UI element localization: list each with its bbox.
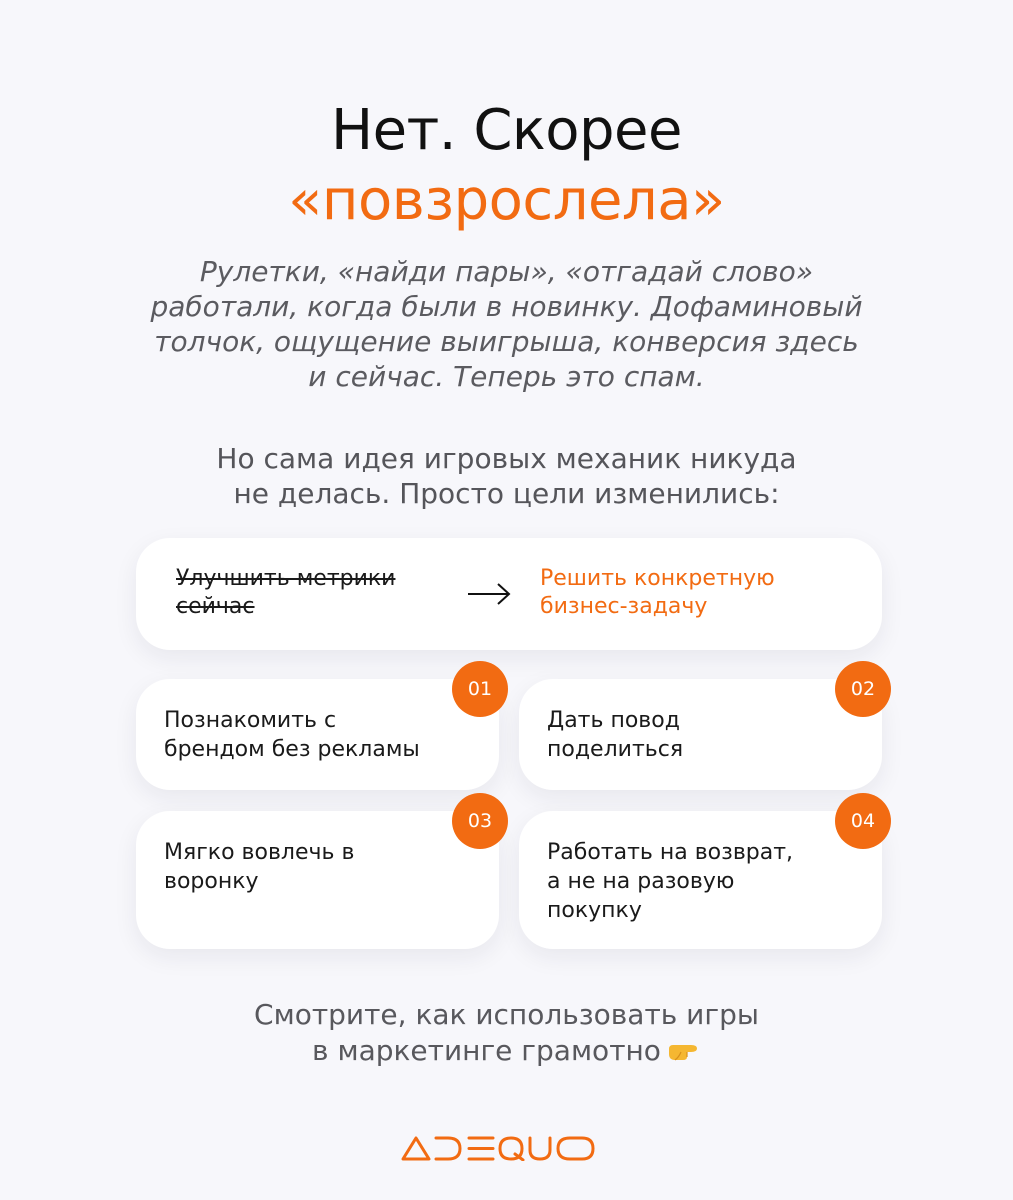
goal-line: Мягко вовлечь в (164, 840, 355, 865)
goal-card-01 (136, 679, 499, 790)
number-badge: 03 (452, 793, 508, 849)
old-goal-line: сейчас (176, 594, 255, 619)
goal-line: воронку (164, 869, 259, 894)
goal-line: а не на разовую (547, 869, 735, 894)
adequo-logo (400, 1135, 596, 1161)
cta-line: в маркетинге грамотно (312, 1034, 661, 1067)
page-title: Нет. Скорее (331, 98, 682, 163)
goal-card-02 (519, 679, 882, 790)
arrow-right-icon (466, 582, 512, 606)
lead-paragraph (130, 254, 883, 394)
subheading-line: не делась. Просто цели изменились: (233, 477, 780, 510)
cta-line: Смотрите, как использовать игры (254, 998, 759, 1031)
subheading-line: Но сама идея игровых механик никуда (216, 442, 797, 475)
number-badge: 04 (835, 793, 891, 849)
goal-line: Познакомить с (164, 708, 337, 733)
lead-line: Рулетки, «найди пары», «отгадай слово» (199, 255, 814, 288)
comparison-card (136, 538, 882, 650)
goal-card-03 (136, 811, 499, 949)
number-badge: 01 (452, 661, 508, 717)
page-title-accent: «повзрослела» (288, 168, 725, 233)
pointing-hand-icon (667, 1040, 701, 1062)
goal-line: Дать повод (547, 708, 680, 733)
number-badge: 02 (835, 661, 891, 717)
cta-line-with-icon (130, 1033, 883, 1069)
lead-line: и сейчас. Теперь это спам. (308, 360, 705, 393)
goal-text (164, 706, 484, 764)
new-goal (540, 565, 860, 621)
goal-card-04 (519, 811, 882, 949)
new-goal-line: Решить конкретную (540, 566, 775, 591)
goal-line: покупку (547, 898, 642, 923)
goal-text (547, 706, 867, 764)
goal-text (547, 838, 867, 925)
goal-text (164, 838, 484, 896)
old-goal-strikethrough (176, 565, 456, 621)
goal-line: брендом без рекламы (164, 737, 420, 762)
new-goal-line: бизнес-задачу (540, 594, 708, 619)
lead-line: толчок, ощущение выигрыша, конверсия здесь (154, 325, 859, 358)
subheading (130, 441, 883, 511)
lead-line: работали, когда были в новинку. Дофаминовый (150, 290, 863, 323)
goal-line: поделиться (547, 737, 684, 762)
goal-line: Работать на возврат, (547, 840, 794, 865)
old-goal-line: Улучшить метрики (176, 566, 396, 591)
call-to-action[interactable] (130, 997, 883, 1069)
